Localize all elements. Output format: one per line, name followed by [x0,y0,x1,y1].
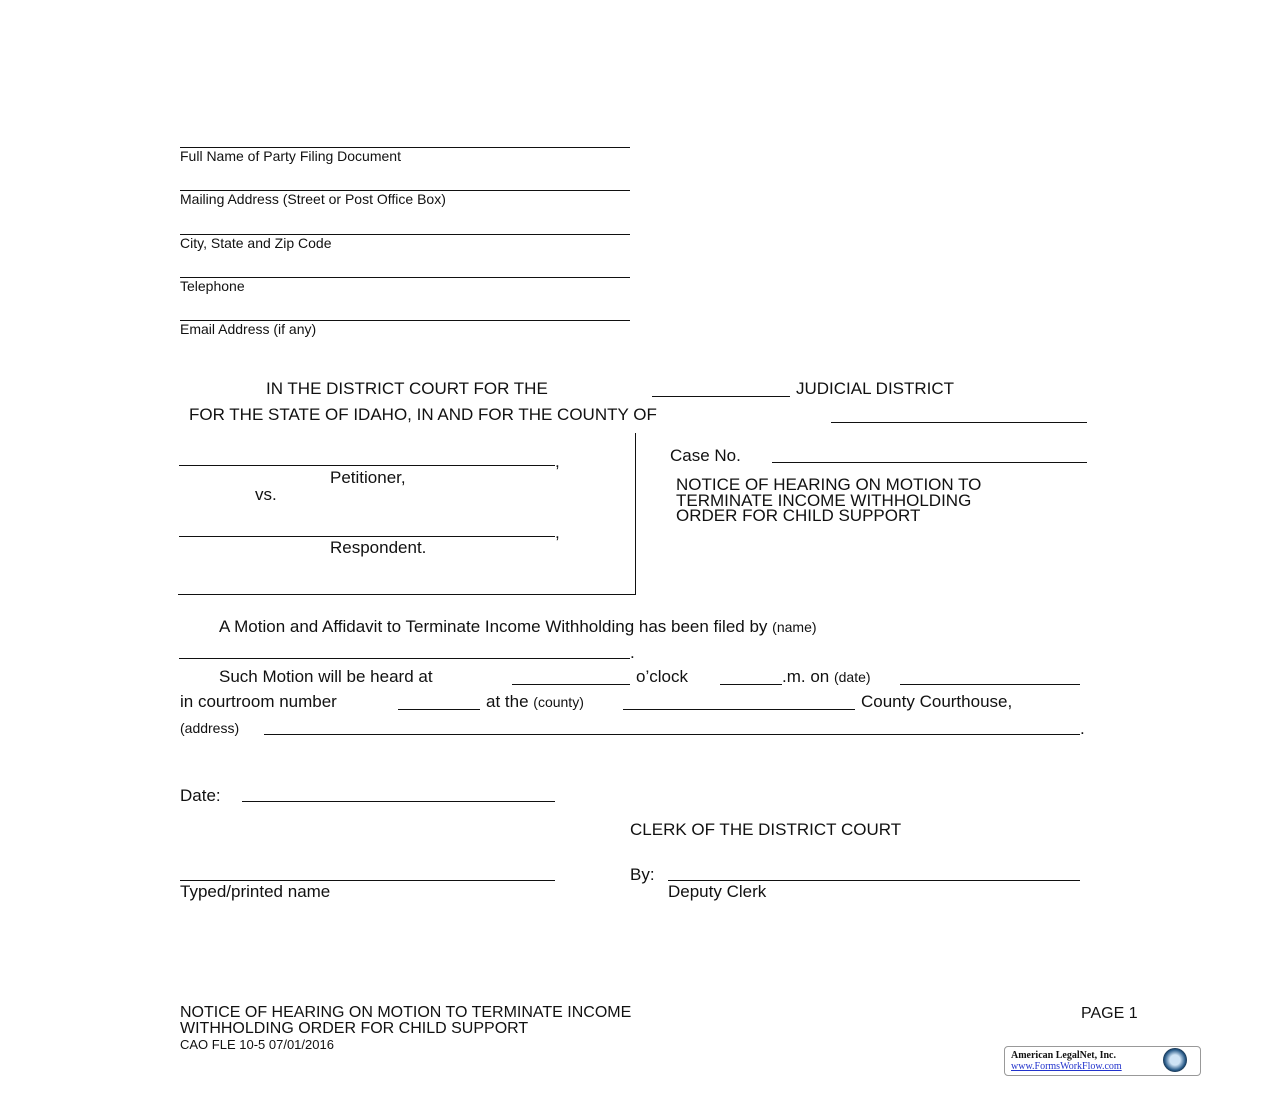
period: . [630,643,635,662]
clerk-heading: CLERK OF THE DISTRICT COURT [630,820,902,839]
petitioner-label: Petitioner, [330,468,406,487]
typed-name-line[interactable] [180,880,555,881]
period: . [1080,719,1085,738]
footer-title: NOTICE OF HEARING ON MOTION TO TERMINATE INCOME WITHHOLDING ORDER FOR CHILD SUPPORT [180,1004,632,1037]
globe-icon [1163,1048,1187,1072]
comma: , [555,452,560,471]
party-label: Mailing Address (Street or Post Office Box) [180,191,446,207]
by-label: By: [630,865,655,884]
date-line[interactable] [900,684,1080,685]
telephone-line[interactable] [180,277,630,278]
date-sign-line[interactable] [242,801,555,802]
oclock-text: o’clock [636,667,688,686]
page-number: PAGE 1 [1081,1005,1138,1022]
deputy-label: Deputy Clerk [668,882,767,901]
party-label: Telephone [180,278,245,294]
county-line[interactable] [831,422,1087,423]
court-heading: JUDICIAL DISTRICT [796,379,955,398]
court-heading: FOR THE STATE OF IDAHO, IN AND FOR THE COUNTY OF [189,405,657,424]
respondent-label: Respondent. [330,538,427,557]
party-label: Full Name of Party Filing Document [180,148,401,164]
court-heading: IN THE DISTRICT COURT FOR THE [266,379,548,398]
document-title: NOTICE OF HEARING ON MOTION TO TERMINATE INCOME WITHHOLDING ORDER FOR CHILD SUPPORT [676,475,982,525]
courtroom-text: in courtroom number [180,692,337,711]
typed-name-label: Typed/printed name [180,882,331,901]
ampm-line[interactable] [720,684,782,685]
county-courthouse-line[interactable] [623,709,855,710]
deputy-sign-line[interactable] [668,880,1080,881]
motion-text: A Motion and Affidavit to Terminate Income Withholding has been filed by (name) [219,617,817,636]
logo-url[interactable]: www.FormsWorkFlow.com [1011,1061,1122,1072]
address-line[interactable] [264,734,1080,735]
date-label: Date: [180,786,221,805]
caption-bottom [178,594,636,595]
case-no-line[interactable] [772,462,1087,463]
comma: , [555,523,560,542]
petitioner-line[interactable] [179,465,555,466]
logo-name: American LegalNet, Inc. [1011,1050,1116,1061]
on-text: .m. on (date) [782,667,871,686]
time-line[interactable] [512,684,630,685]
case-no-label: Case No. [670,446,741,465]
form-code: CAO FLE 10-5 07/01/2016 [180,1037,334,1052]
party-label: City, State and Zip Code [180,235,332,251]
caption-divider [635,433,636,594]
address-label: (address) [180,720,240,736]
district-line[interactable] [652,396,790,397]
at-the-text: at the (county) [486,692,584,711]
courtroom-line[interactable] [398,709,480,710]
party-label: Email Address (if any) [180,321,317,337]
courthouse-text: County Courthouse, [861,692,1013,711]
vs-label: vs. [255,485,277,504]
hearing-text: Such Motion will be heard at [219,667,433,686]
filer-name-line[interactable] [179,658,630,659]
americanlegalnet-logo[interactable] [1004,1046,1201,1076]
respondent-line[interactable] [179,536,555,537]
